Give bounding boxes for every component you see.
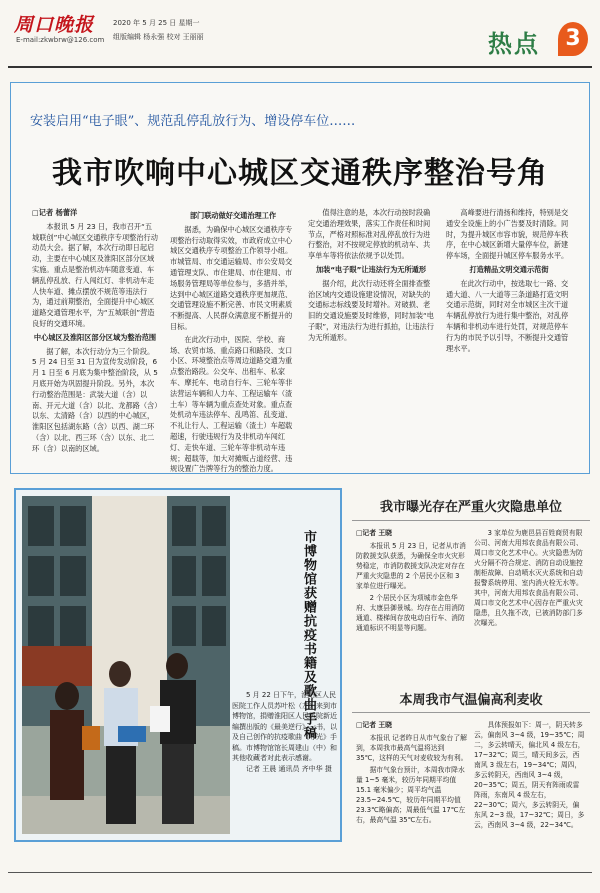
museum-photo	[22, 496, 230, 834]
lead-paragraph: 在此次行动中，按选取七一路、交通大道、八一大道等三条道路打造文明交通示范街，同时对全市城区主次干道车辆乱停放行为进行集中整治，对乱停车辆和非机动车进行处罚，对规范停车行为的市民予以引导，不断提升交通管理水平。	[446, 278, 569, 353]
lead-paragraph: 本报讯 5 月 23 日，我市召开“五城联创”中心城区交通秩序专项整治行动动员大会。据了解，本次行动即日起启动，主要在中心城区及淮阳区部分区域实施。重点是整治机动车随意变道、车辆乱停乱放、行人闯红灯、非机动车走人快车道、摊点摆放不规范等违法行为，通过前期整治，全面提升中心城区道路交通管理水平，为“五城联创”营造良好的交通环境。	[32, 221, 158, 328]
weather-paragraph: 具体预报如下：周一，阴天转多云，偏南风 3~4 级，19~35℃；周二，多云转晴天，偏北风 4 级左右，17~32℃；周三，晴天间多云，西南风 3 级左右，19~34℃；周四，多云转阴天，西南风 3~4 级，20~35℃；周五，阴天有阵雨或雷阵雨，东南风 4 级左右，22~30℃；周六，多云转阴天，偏东风 2~3 级，17~32℃；周日，多云，西南风 3~4 级，22~34℃。	[474, 721, 585, 829]
lead-subhead: 部门联动做好交通治理工作	[189, 211, 277, 220]
weather-title-rule	[352, 712, 590, 713]
weather-paragraph: 据市气象台预计，本周我市降水量 1~5 毫米，较历年同期平均值 15.1 毫米偏少；周平均气温 23.5~24.5℃，较历年同期平均值 23.3℃略偏高；周最低气温 17℃左右，最高气温 35℃左右。	[356, 766, 466, 824]
fire-column-2	[474, 528, 586, 678]
museum-caption	[232, 690, 338, 774]
masthead-rule	[8, 66, 592, 68]
museum-story-title: 市博物馆获赠抗疫书籍及歌曲手稿	[301, 530, 316, 740]
museum-credit: 记者 王晨 通讯员 齐中华 摄	[246, 764, 332, 773]
lead-column-2	[170, 208, 296, 474]
weather-byline: □记者 王晓	[356, 721, 392, 729]
lead-paragraph: 在此次行动中，医院、学校、商场、农贸市场、重点路口和路段、支口小区、环境整治点等周边道路交通为重点整治路段。公交车、出租车、私家车、摩托车、电动自行车、三轮车等非法营运车辆和人力车、工程运输车（渣土车）等车辆为重点查处对象。重点查处机动车违法停车、乱鸣笛、乱变道、不礼让行人、工程运输（渣土）车超载超速，行驶违规行为及非机动车闯红灯、走快车道、三轮车等非机动车违规；超载等，加大对摊贩占道经营、违规设置广告牌等行为的整治力度。	[170, 334, 293, 474]
weather-column-2	[474, 720, 586, 868]
fire-paragraph: 2 个居民小区为项城市金色华府、太康县御景城。均存在占用消防通道、楼梯间存放电动自行车、消防通道标识不明显等问题。	[356, 594, 465, 632]
lead-subhead: 中心城区及淮阳区部分区域为整治范围	[33, 332, 157, 342]
newspaper-logo: 周口晚报	[14, 14, 95, 36]
weather-column-1	[356, 720, 468, 868]
fire-title-rule	[352, 520, 590, 521]
weather-story-title: 本周我市气温偏高利麦收	[399, 693, 543, 708]
lead-column-4	[446, 208, 572, 466]
lead-subhead: 加装“电子眼”让违法行为无所遁形	[315, 264, 427, 274]
fire-paragraph: 本报讯 5 月 23 日，记者从市消防救援支队获悉，为确保全市火灾形势稳定，市消防救援支队决定对存在严重火灾隐患的 2 个居民小区和 3 家单位进行曝光。	[356, 542, 466, 590]
lead-subhead: 打造精品文明交通示范街	[469, 264, 549, 274]
weather-paragraph: 本报讯 记者昨日从市气象台了解到，本周我市最高气温将达到 35℃，这样的天气对麦收较为有利。	[356, 734, 468, 762]
page-number-badge: 3	[558, 22, 588, 56]
dateline: 2020 年 5 月 25 日 星期一	[113, 19, 200, 27]
lead-byline: □记者 杨蕾洋	[32, 208, 78, 217]
fire-paragraph: 3 家单位为鹿邑县百姓商贸有限公司、河南大用邦农食品有限公司、周口市文化艺术中心。火灾隐患为防火分隔不符合规定、消防自动设施控制柜故障、自动喷水灭火系统和自动报警系统停用、室内消火栓无水等。其中，河南大用邦农食品有限公司、周口市文化艺术中心因存在严重火灾隐患，且久拖不改，已被消防部门多次曝光。	[474, 529, 583, 627]
footer-rule	[8, 872, 592, 873]
fire-column-1	[356, 528, 468, 678]
lead-paragraph: 据介绍，此次行动还将全面排查整治区域内交通设施建设情况，对缺失的交通标志标线要及时增补。对破损、老旧的交通设施要及时维修，同时加装“电子眼”，对违法行为进行抓拍，让违法行为无所遁形。	[308, 278, 434, 342]
section-name: 热点	[488, 29, 540, 58]
museum-photo-image	[22, 496, 230, 834]
lead-paragraph: 高峰要进行清扬和维持，特别是交通安全设施上的小广告要及时清除。同时，为提升城区市容市貌，规范停车秩序，在中心城区新增大量停车位，新建停车场，全面提升城区停车服务水平。	[446, 208, 569, 261]
lead-column-1	[32, 208, 158, 466]
lead-column-3	[308, 208, 434, 466]
fire-byline: □记者 王晓	[356, 529, 392, 537]
lead-paragraph: 据悉，为确保中心城区交通秩序专项整治行动取得实效，市政府成立中心城区交通秩序专项整治工作领导小组。市城管局、市交通运输局、市公安局交通管理支队、市住建局、市住建局、市场服务管理局等单位参与，多措并举，达到中心城区道路交通秩序更加规范、交通管理设施不断完善、市民文明素质不断提高、人民群众满意度不断提升的目标。	[170, 224, 293, 331]
lead-paragraph: 据了解，本次行动分为三个阶段。5 月 24 日至 31 日为宣传发动阶段，6 月 1 日至 6 月底为集中整治阶段，从 5 月底开始为巩固提升阶段。另外，本次行动整治范围是：武装大道（含）以南、开元大道（含）以北、龙都路（含）以东、太清路（含）以西的中心城区，淮阳区包括湖东路（含）以西、湖二环（含）以北、西三环（含）以东、北二环（含）以南的区域。	[32, 346, 158, 453]
lead-headline: 我市吹响中心城区交通秩序整治号角	[52, 156, 548, 191]
masthead	[8, 6, 592, 66]
editors-line: 组版编辑 杨永强 校对 王丽丽	[113, 33, 204, 41]
fire-story-title: 我市曝光存在严重火灾隐患单位	[379, 500, 562, 515]
email-line: E-mail:zkwbrw@126.com	[16, 36, 105, 44]
lead-kicker: 安装启用“电子眼”、规范乱停乱放行为、增设停车位……	[30, 114, 356, 129]
museum-caption-text: 5 月 22 日下午，淮阳区人民医院工作人员苏叶松（左）来到市博物馆，捐赠淮阳区人民医院新近编撰出版的《最美逆行》一书，以及自己创作的抗疫歌曲《等光》手稿。市博物馆馆长周建山（中）和其他收藏者对此表示感谢。	[232, 691, 337, 762]
lead-paragraph: 值得注意的是，本次行动按时段确定交通治理效果，落实工作责任和时间节点，严格对照标准对乱停乱放行为进行整治，对不按规定停放的机动车、共享单车等将依法依规予以处罚。	[308, 208, 431, 261]
